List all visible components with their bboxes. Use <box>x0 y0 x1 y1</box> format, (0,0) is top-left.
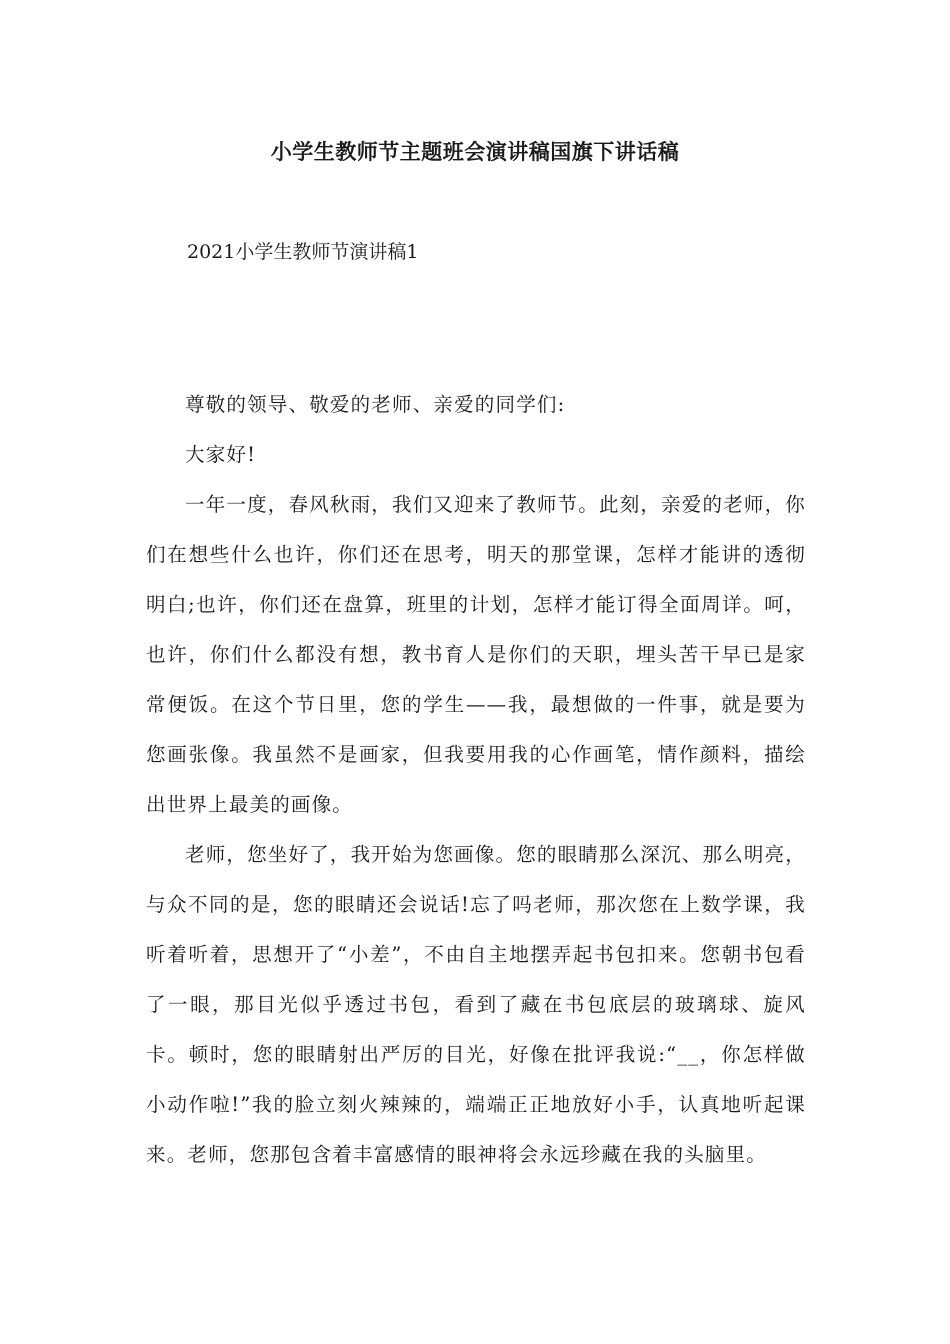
document-body <box>146 380 806 1180</box>
paragraph-hello: 大家好! <box>185 443 257 466</box>
document-subtitle: 2021小学生教师节演讲稿1 <box>187 241 419 263</box>
document-title: 小学生教师节主题班会演讲稿国旗下讲话稿 <box>270 140 680 164</box>
paragraph-greeting: 尊敬的领导、敬爱的老师、亲爱的同学们: <box>185 393 566 416</box>
paragraph-intro: 一年一度，春风秋雨，我们又迎来了教师节。此刻，亲爱的老师，你们在想些什么也许，你们还在思考，明天的那堂课，怎样才能讲的透彻明白;也许，你们还在盘算，班里的计划，怎样才能订得全面周详。呵，也许，你们什么都没有想，教书育人是你们的天职，埋头苦干早已是家常便饭。在这个节日里，您的学生——我，最想做的一件事，就是要为您画张像。我虽然不是画家，但我要用我的心作画笔，情作颜料，描绘出世界上最美的画像。 <box>146 493 807 816</box>
paragraph-portrait: 老师，您坐好了，我开始为您画像。您的眼睛那么深沉、那么明亮，与众不同的是，您的眼睛还会说话!忘了吗老师，那次您在上数学课，我听着听着，思想开了“小差”，不由自主地摆弄起书包扣来。您朝书包看了一眼，那目光似乎透过书包，看到了藏在书包底层的玻璃球、旋风卡。顿时，您的眼睛射出严厉的目光，好像在批评我说:“__，你怎样做小动作啦!”我的脸立刻火辣辣的，端端正正地放好小手，认真地听起课来。老师，您那包含着丰富感情的眼神将会永远珍藏在我的头脑里。 <box>146 843 807 1166</box>
